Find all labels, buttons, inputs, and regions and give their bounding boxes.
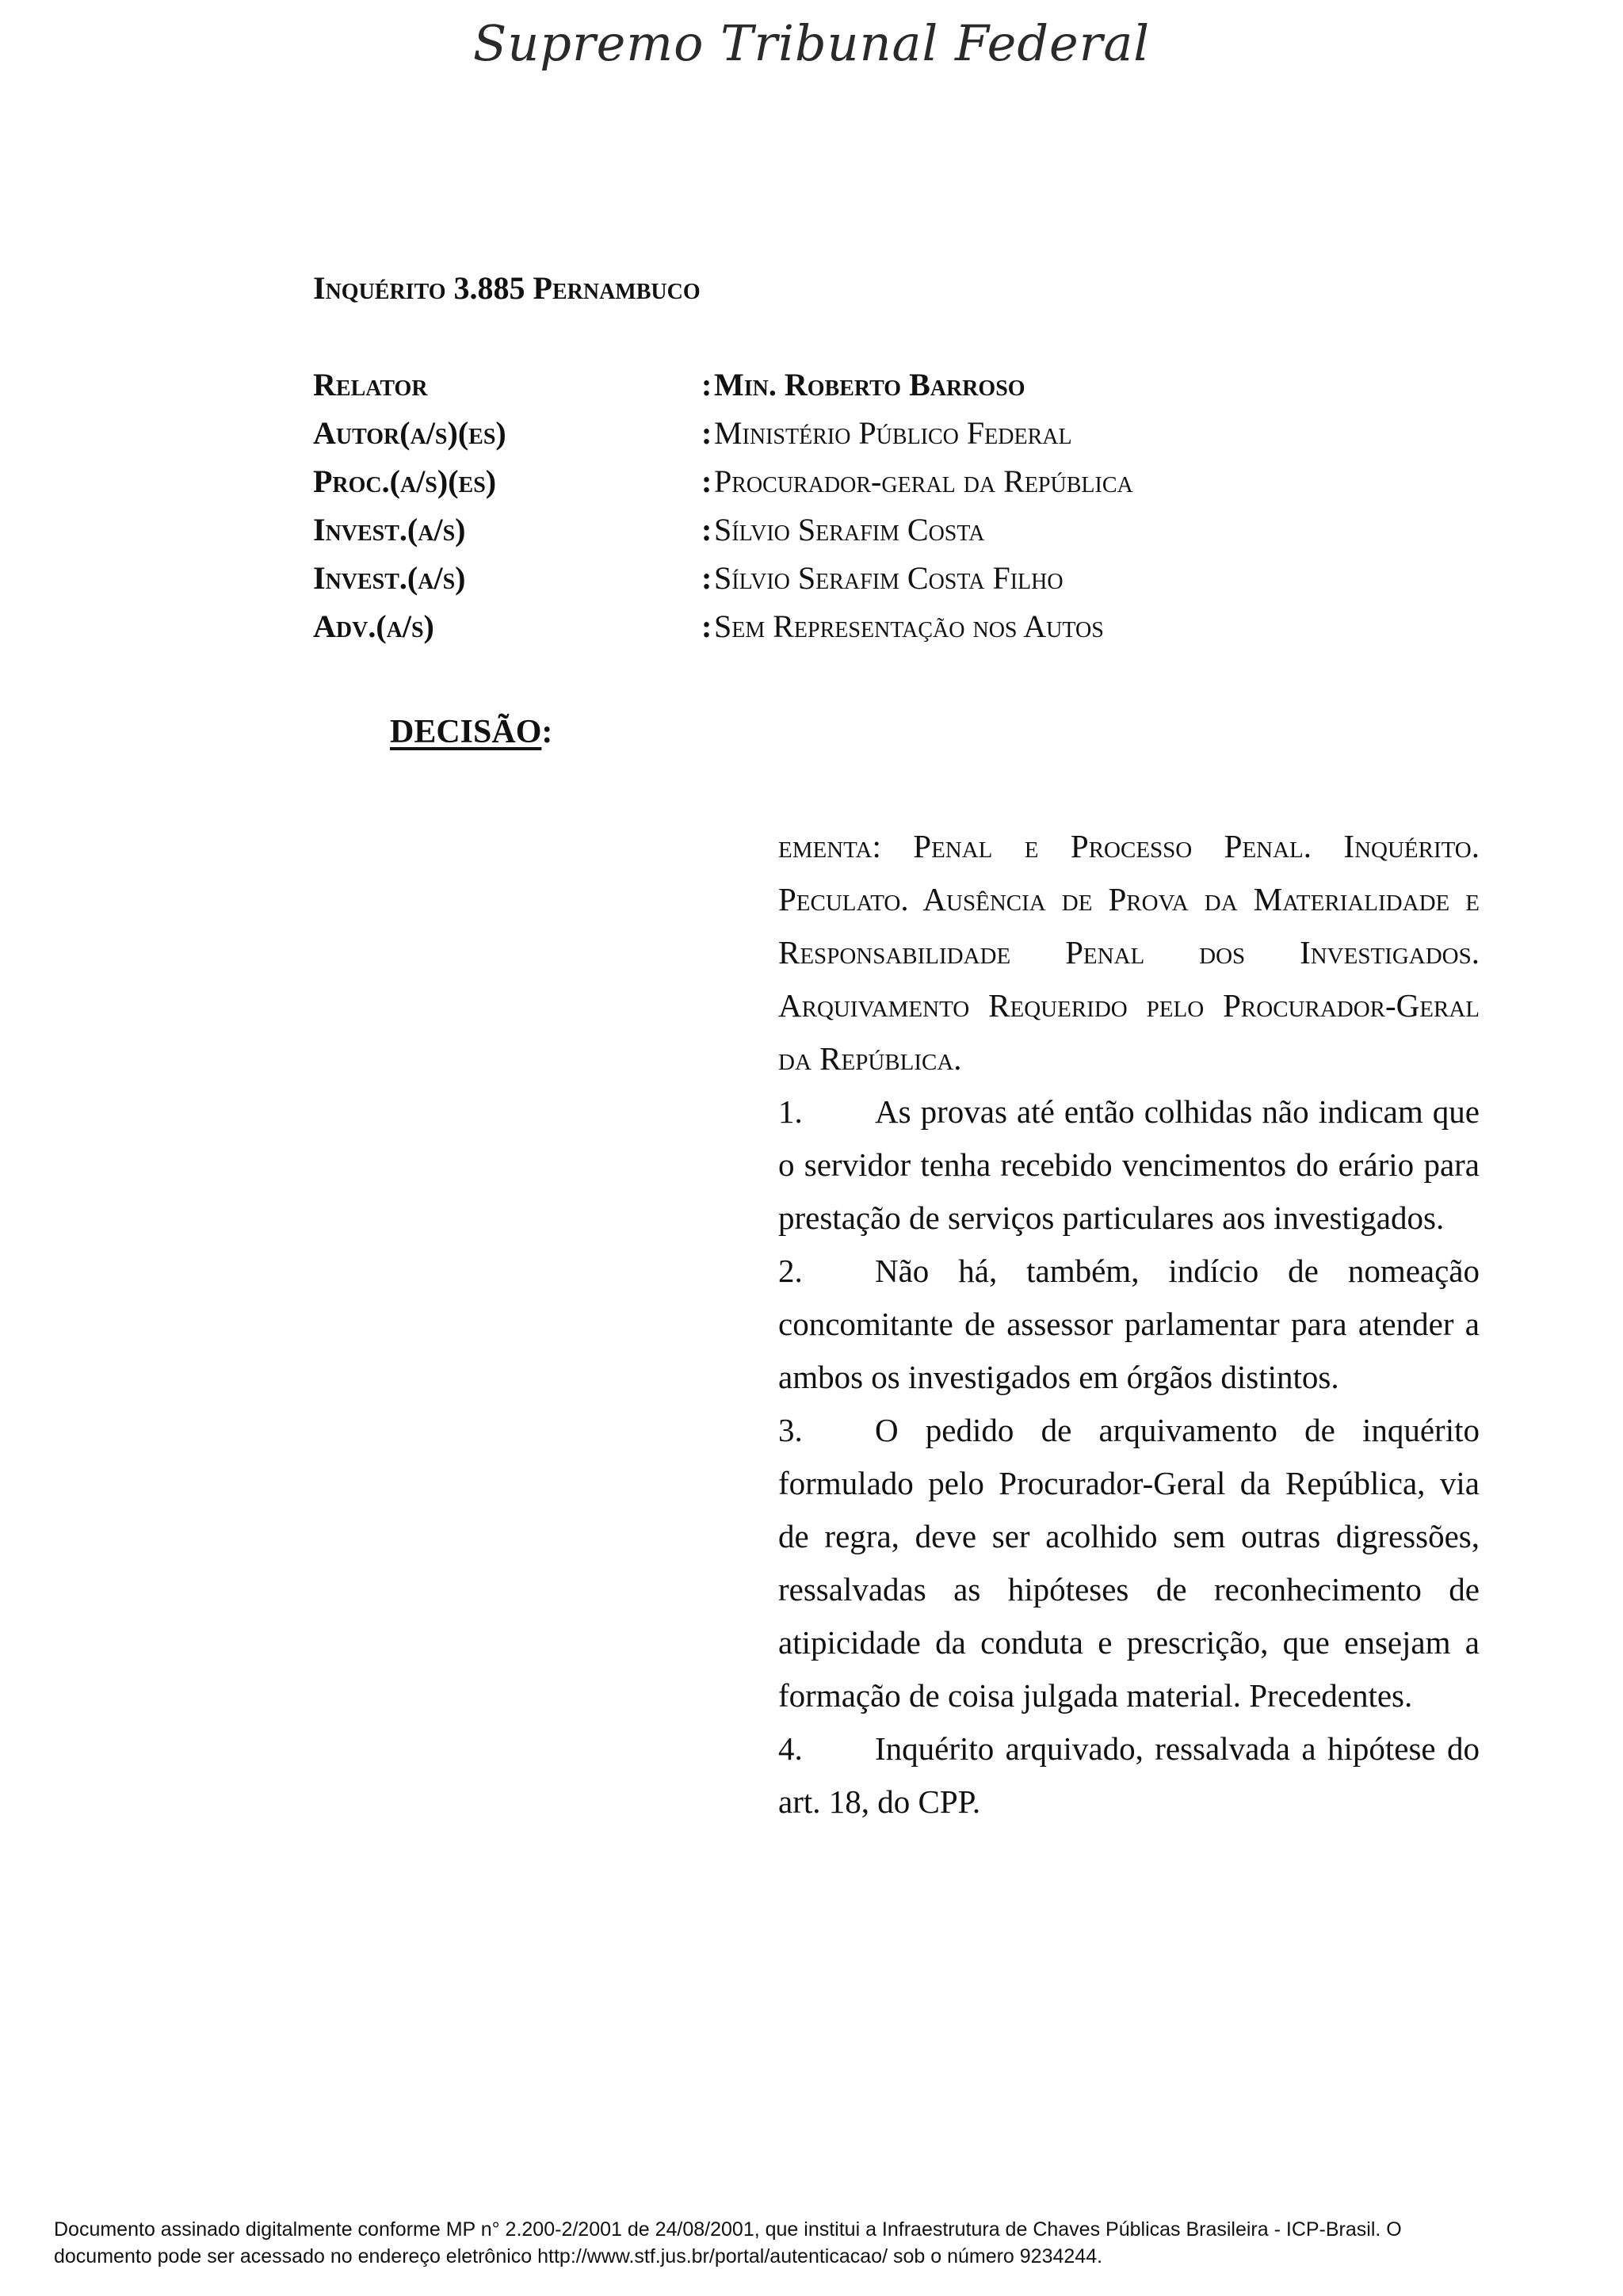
case-title: Inquérito 3.885 Pernambuco bbox=[313, 270, 701, 306]
ementa-item-number: 2. bbox=[778, 1253, 803, 1289]
party-role: Invest.(a/s) bbox=[313, 560, 466, 596]
footer-line-2: documento pode ser acessado no endereço eletrônico http://www.stf.jus.br/portal/autenticacao/ sob o número 9234244. bbox=[54, 2245, 1103, 2267]
ementa-item-text: As provas até então colhidas não indicam que o servidor tenha recebido vencimentos do erário para prestação de serviços particulares aos investigados. bbox=[778, 1093, 1480, 1236]
party-separator: : bbox=[701, 608, 712, 644]
party-row-invest-1 bbox=[313, 511, 1502, 559]
party-value: Sem Representação nos Autos bbox=[714, 608, 1104, 644]
footer-line-1: Documento assinado digitalmente conforme MP n° 2.200-2/2001 de 24/08/2001, que institui a Infraestrutura de Chaves Públicas Brasileira - ICP-Brasil. O bbox=[54, 2218, 1402, 2241]
party-separator: : bbox=[701, 463, 712, 499]
ementa-item-text: O pedido de arquivamento de inquérito formulado pelo Procurador-Geral da República, via de regra, deve ser acolhido sem outras digressões, ressalvadas as hipóteses de reconhecimento de atipicidade da conduta e prescrição, que ensejam a formação de coisa julgada material. Precedentes. bbox=[778, 1412, 1480, 1714]
decision-heading bbox=[390, 713, 552, 751]
decision-heading-colon: : bbox=[541, 714, 553, 750]
party-role: Autor(a/s)(es) bbox=[313, 415, 506, 451]
party-role: Proc.(a/s)(es) bbox=[313, 463, 497, 499]
court-header: Supremo Tribunal Federal bbox=[472, 14, 1151, 72]
decision-heading-text: DECISÃO bbox=[390, 714, 542, 750]
party-value: Procurador-geral da República bbox=[714, 463, 1133, 499]
party-separator: : bbox=[701, 512, 712, 547]
digital-signature-footer bbox=[54, 2216, 1575, 2270]
party-value: Sílvio Serafim Costa Filho bbox=[714, 560, 1064, 596]
ementa-item-text: Inquérito arquivado, ressalvada a hipótese do art. 18, do CPP. bbox=[778, 1730, 1480, 1820]
party-role: Relator bbox=[313, 367, 428, 402]
party-separator: : bbox=[701, 560, 712, 596]
party-role: Adv.(a/s) bbox=[313, 608, 434, 644]
ementa-item bbox=[778, 1245, 1480, 1404]
party-row-invest-2 bbox=[313, 559, 1502, 608]
ementa-item-number: 3. bbox=[778, 1412, 803, 1448]
party-role: Invest.(a/s) bbox=[313, 512, 466, 547]
party-row-adv bbox=[313, 608, 1502, 656]
party-row-proc bbox=[313, 463, 1502, 511]
party-separator: : bbox=[701, 367, 712, 402]
ementa-item-text: Não há, também, indício de nomeação concomitante de assessor parlamentar para atender a ambos os investigados em órgãos distintos. bbox=[778, 1253, 1480, 1395]
ementa-item bbox=[778, 1085, 1480, 1245]
ementa-item-number: 4. bbox=[778, 1730, 803, 1767]
party-row-relator bbox=[313, 366, 1502, 414]
party-separator: : bbox=[701, 415, 712, 451]
party-row-autor bbox=[313, 414, 1502, 463]
ementa-item bbox=[778, 1722, 1480, 1829]
ementa-block bbox=[778, 820, 1480, 1829]
ementa-item bbox=[778, 1404, 1480, 1722]
parties-table bbox=[313, 366, 1502, 656]
party-value: Min. Roberto Barroso bbox=[714, 367, 1025, 402]
party-value: Sílvio Serafim Costa bbox=[714, 512, 985, 547]
party-value: Ministério Público Federal bbox=[714, 415, 1072, 451]
ementa-heading: ementa: Penal e Processo Penal. Inquérito. Peculato. Ausência de Prova da Materialidade e Responsabilidade Penal dos Investigados. Arquivamento Requerido pelo Procurador-Geral da República. bbox=[778, 828, 1480, 1077]
ementa-item-number: 1. bbox=[778, 1093, 803, 1130]
